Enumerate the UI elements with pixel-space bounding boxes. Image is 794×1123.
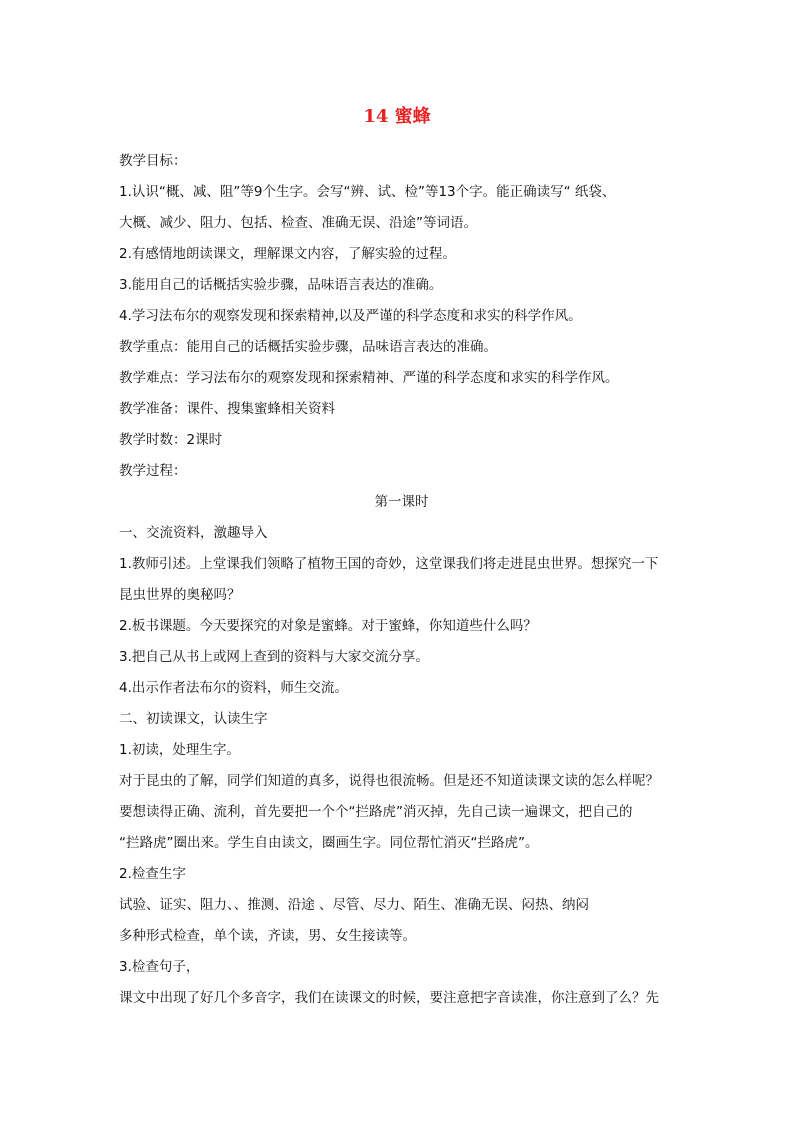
step-1-item-2: 2.板书课题。今天要探究的对象是蜜蜂。对于蜜蜂，你知道些什么吗？ xyxy=(119,618,537,634)
objective-1-cont: 大概、减少、阻力、包括、检查、准确无误、沿途”等词语。 xyxy=(119,215,477,231)
step-1-heading: 一、交流资料，激趣导入 xyxy=(119,525,268,541)
objective-3: 3.能用自己的话概括实验步骤，品味语言表达的准确。 xyxy=(119,277,443,293)
paragraph-line-3: “拦路虎”圈出来。学生自由读文，圈画生字。同位帮忙消灭“拦路虎”。 xyxy=(119,835,539,851)
objective-1: 1.认识“概、减、阻”等9个生字。会写“辨、试、检”等13个字。能正确读写“ 纸袋、 xyxy=(119,184,616,200)
step-2-item-3: 3.检查句子， xyxy=(119,959,200,975)
teaching-difficulty: 教学难点：学习法布尔的观察发现和探索精神、严谨的科学态度和求实的科学作风。 xyxy=(119,370,619,386)
step-2-item-1: 1.初读，处理生字。 xyxy=(119,742,240,758)
step-1-item-1: 1.教师引述。上堂课我们领略了植物王国的奇妙，这堂课我们将走进昆虫世界。想探究一下 xyxy=(119,556,659,572)
step-1-item-4: 4.出示作者法布尔的资料，师生交流。 xyxy=(119,680,348,696)
objective-4: 4.学习法布尔的观察发现和探索精神,以及严谨的科学态度和求实的科学作风。 xyxy=(119,308,582,324)
check-methods: 多种形式检查，单个读，齐读，男、女生接读等。 xyxy=(119,928,416,944)
step-2-heading: 二、初读课文，认读生字 xyxy=(119,711,268,727)
objective-2: 2.有感情地朗读课文，理解课文内容，了解实验的过程。 xyxy=(119,246,456,262)
step-2-item-2: 2.检查生字 xyxy=(119,866,186,882)
teaching-focus: 教学重点：能用自己的话概括实验步骤，品味语言表达的准确。 xyxy=(119,339,497,355)
step-1-item-3: 3.把自己从书上或网上查到的资料与大家交流分享。 xyxy=(119,649,429,665)
lesson-title: 14 蜜蜂 xyxy=(363,106,431,127)
step-1-item-1-cont: 昆虫世界的奥秘吗？ xyxy=(119,587,241,603)
vocabulary-list: 试验、证实、阻力、、推测、沿途 、尽管、尽力、陌生、准确无误、闷热、纳闷 xyxy=(119,897,590,913)
heading-process: 教学过程： xyxy=(119,463,187,479)
teaching-preparation: 教学准备：课件、搜集蜜蜂相关资料 xyxy=(119,401,335,417)
paragraph-line-1: 对于昆虫的了解，同学们知道的真多，说得也很流畅。但是还不知道读课文读的怎么样呢？ xyxy=(119,773,659,789)
paragraph-line-4: 课文中出现了好几个多音字，我们在读课文的时候，要注意把字音读准，你注意到了么？先 xyxy=(119,990,659,1006)
lesson-body xyxy=(119,146,684,1014)
heading-objectives: 教学目标： xyxy=(119,153,187,169)
teaching-hours: 教学时数：2课时 xyxy=(119,432,223,448)
section-first-lesson: 第一课时 xyxy=(374,494,429,510)
paragraph-line-2: 要想读得正确、流利，首先要把一个个“拦路虎”消灭掉，先自己读一遍课文，把自己的 xyxy=(119,804,633,820)
